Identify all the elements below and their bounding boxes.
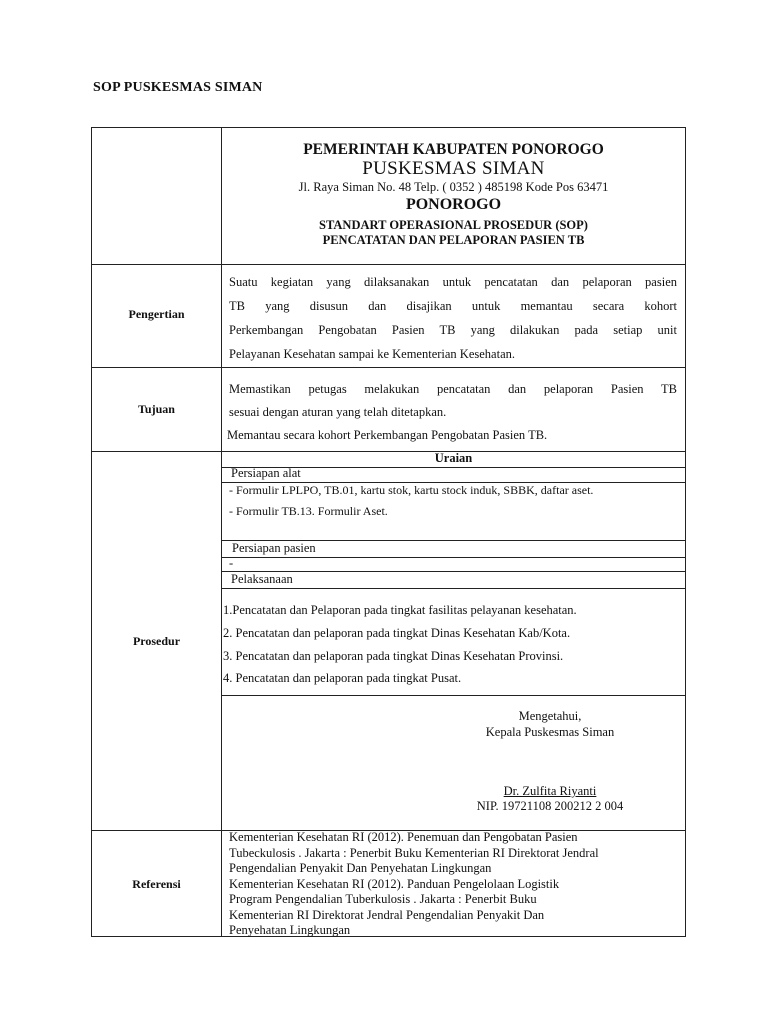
tujuan-line: sesuai dengan aturan yang telah ditetapkan. [229, 405, 447, 419]
column-divider [221, 127, 222, 937]
header-puskesmas: PUSKESMAS SIMAN [362, 158, 545, 179]
mengetahui-text: Mengetahui, [518, 709, 582, 723]
sop-table [91, 127, 686, 937]
pengertian-line: TB yang disusun dan disajikan untuk memantau secara kohort [229, 299, 677, 313]
signatory-name: Dr. Zulfita Riyanti [503, 784, 597, 798]
referensi-line: Penyehatan Lingkungan [229, 923, 351, 937]
procedure-step: 2. Pencatatan dan pelaporan pada tingkat Dinas Kesehatan Kab/Kota. [223, 626, 571, 640]
row-divider-pengertian [91, 367, 686, 368]
tujuan-text [229, 378, 677, 424]
row-divider-header [91, 264, 686, 265]
referensi-line: Tubeckulosis . Jakarta : Penerbit Buku Kementerian RI Direktorat Jendral [229, 845, 599, 860]
referensi-line: Kementerian Kesehatan RI (2012). Penemuan dan Pengobatan Pasien [229, 830, 578, 844]
pengertian-label: Pengertian [128, 307, 185, 321]
pasien-item: - [229, 556, 234, 570]
signatory-nip: NIP. 19721108 200212 2 004 [476, 799, 624, 813]
uraian-heading: Uraian [434, 451, 473, 465]
header-city: PONOROGO [405, 196, 502, 213]
header-sop-title: STANDART OPERASIONAL PROSEDUR (SOP) [319, 218, 588, 232]
pengertian-line: Suatu kegiatan yang dilaksanakan untuk pencatatan dan pelaporan pasien [229, 275, 677, 289]
alat-item: - Formulir LPLPO, TB.01, kartu stok, kartu stock induk, SBBK, daftar aset. [229, 483, 594, 497]
row-divider-steps [221, 695, 686, 696]
pelaksanaan: Pelaksanaan [231, 572, 293, 586]
row-divider-persiapan-pasien [221, 557, 686, 558]
header-sop-subject: PENCATATAN DAN PELAPORAN PASIEN TB [322, 233, 585, 247]
prosedur-label: Prosedur [132, 634, 181, 648]
referensi-line: Pengendalian Penyakit Dan Penyehatan Lingkungan [229, 861, 492, 875]
tujuan-line: Memastikan petugas melakukan pencatatan dan pelaporan Pasien TB [229, 382, 677, 396]
procedure-step: 3. Pencatatan dan pelaporan pada tingkat Dinas Kesehatan Provinsi. [223, 649, 564, 663]
referensi-label: Referensi [132, 877, 181, 891]
pengertian-text [229, 270, 677, 366]
signatory-position: Kepala Puskesmas Siman [485, 725, 615, 739]
tujuan-label: Tujuan [138, 402, 175, 416]
header-government: PEMERINTAH KABUPATEN PONOROGO [303, 141, 604, 158]
pengertian-line: Pelayanan Kesehatan sampai ke Kementerian Kesehatan. [229, 347, 515, 361]
procedure-step: 1.Pencatatan dan Pelaporan pada tingkat fasilitas pelayanan kesehatan. [223, 603, 577, 617]
document-title: SOP PUSKESMAS SIMAN [93, 80, 263, 95]
persiapan-alat: Persiapan alat [231, 466, 301, 480]
persiapan-pasien: Persiapan pasien [232, 541, 316, 555]
referensi-line: Program Pengendalian Tuberkulosis . Jakarta : Penerbit Buku [229, 892, 537, 906]
referensi-line: Kementerian RI Direktorat Jendral Pengendalian Penyakit Dan [229, 907, 545, 922]
header-address: Jl. Raya Siman No. 48 Telp. ( 0352 ) 485198 Kode Pos 63471 [298, 180, 609, 194]
procedure-step: 4. Pencatatan dan pelaporan pada tingkat Pusat. [223, 671, 462, 685]
referensi-line: Kementerian Kesehatan RI (2012). Panduan Pengelolaan Logistik [229, 876, 560, 891]
tujuan-line: Memantau secara kohort Perkembangan Pengobatan Pasien TB. [227, 428, 548, 442]
alat-item: - Formulir TB.13. Formulir Aset. [229, 504, 388, 518]
referensi-text [229, 830, 684, 939]
row-divider-pelaksanaan [221, 588, 686, 589]
pengertian-line: Perkembangan Pengobatan Pasien TB yang dilakukan pada setiap unit [229, 323, 677, 337]
